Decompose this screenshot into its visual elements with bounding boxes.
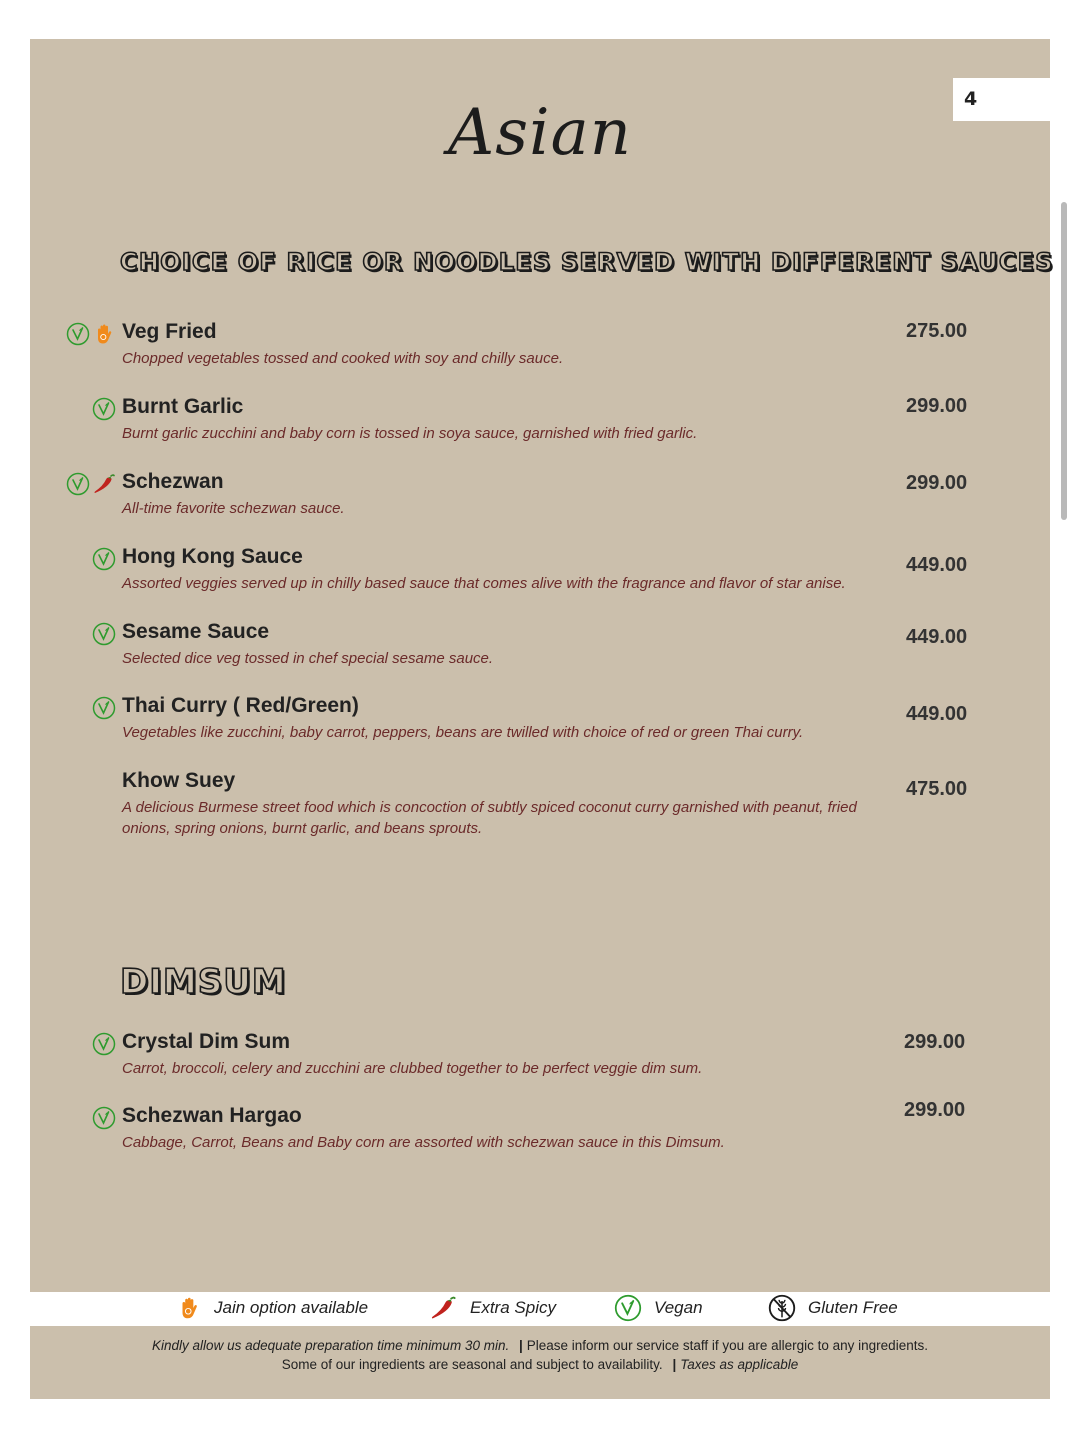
item-icons [66,322,116,346]
item-name: Sesame Sauce [122,620,270,643]
item-icons [92,622,116,646]
item-description: Vegetables like zucchini, baby carrot, peppers, beans are twilled with choice of red or green Thai curry. [122,724,804,741]
menu-item-schezwan-hargao [122,1104,1022,1153]
vegan-icon [66,472,90,496]
item-name: Hong Kong Sauce [122,545,303,568]
menu-item-hong-kong-sauce [122,545,1022,594]
item-name: Thai Curry ( Red/Green) [122,694,359,717]
item-icons [66,472,116,496]
vegan-icon [66,322,90,346]
vegan-icon [614,1294,642,1322]
footer-separator: | [518,1338,523,1353]
section-heading-rice-noodles: CHOICE OF RICE OR NOODLES SERVED WITH DIFFERENT SAUCES [120,248,1054,276]
footer-prep-time: Kindly allow us adequate preparation time minimum 30 min. [152,1338,510,1353]
menu-item-crystal-dim-sum [122,1030,1022,1079]
menu-item-burnt-garlic [122,395,1022,444]
item-name: Schezwan [122,470,224,493]
item-price: 475.00 [906,778,968,800]
item-description: Selected dice veg tossed in chef special sesame sauce. [122,650,494,667]
item-description: Assorted veggies served up in chilly based sauce that comes alive with the fragrance and flavor of star anise. [122,575,846,592]
footer-line-2 [30,1355,1050,1374]
item-price: 299.00 [904,1099,966,1121]
page-number: 4 [953,78,1050,121]
menu-item-veg-fried [122,320,1022,369]
item-description: All-time favorite schezwan sauce. [122,500,345,517]
vegan-icon [92,397,116,421]
chili-icon [428,1294,458,1322]
vegan-icon [92,622,116,646]
legend-label: Extra Spicy [470,1298,556,1317]
item-name: Veg Fried [122,320,217,343]
footer-seasonal-note: Some of our ingredients are seasonal and subject to availability. [281,1357,663,1372]
legend-jain [176,1294,368,1322]
item-icons [92,1106,116,1130]
footer-line-1 [30,1336,1050,1355]
chili-icon [92,472,116,496]
section-heading-dimsum: DIMSUM [120,962,287,1002]
item-price: 299.00 [906,472,968,494]
item-icons [92,397,116,421]
vegan-icon [92,1106,116,1130]
jain-icon [176,1294,202,1322]
item-description: Carrot, broccoli, celery and zucchini are clubbed together to be perfect veggie dim sum. [122,1060,703,1077]
item-icons [92,1032,116,1056]
legend-label: Jain option available [214,1298,369,1317]
legend-vegan [614,1294,703,1322]
gluten-free-icon [768,1294,796,1322]
item-icons [92,696,116,720]
item-price: 449.00 [906,703,968,725]
vegan-icon [92,696,116,720]
menu-item-khow-suey [122,769,1022,839]
legend-label: Vegan [654,1298,703,1317]
legend-label: Gluten Free [808,1298,898,1317]
item-name: Burnt Garlic [122,395,244,418]
legend-bar [30,1292,1050,1326]
item-name: Khow Suey [122,769,236,792]
item-name: Schezwan Hargao [122,1104,302,1127]
menu-item-thai-curry-red-green [122,694,1022,743]
legend-extra-spicy [428,1294,556,1322]
vegan-icon [92,547,116,571]
item-price: 299.00 [906,395,968,417]
item-icons [92,547,116,571]
footer-taxes-note: Taxes as applicable [680,1357,799,1372]
footer-allergy-note: Please inform our service staff if you are allergic to any ingredients. [526,1338,928,1353]
item-price: 449.00 [906,626,968,648]
jain-icon [92,322,116,346]
vegan-icon [92,1032,116,1056]
item-description: A delicious Burmese street food which is concoction of subtly spiced coconut curry garnished with peanut, fried onions, spring onions, burnt garlic, and beans sprouts. [122,799,857,837]
item-price: 299.00 [904,1031,966,1053]
item-name: Crystal Dim Sum [122,1030,291,1053]
item-description: Chopped vegetables tossed and cooked with soy and chilly sauce. [122,350,564,367]
item-price: 449.00 [906,554,968,576]
page-title: Asian [448,96,632,170]
menu-item-sesame-sauce [122,620,1022,669]
item-description: Burnt garlic zucchini and baby corn is tossed in soya sauce, garnished with fried garlic. [122,425,698,442]
footer-separator: | [672,1357,677,1372]
legend-gluten-free [768,1294,898,1322]
menu-item-schezwan [122,470,1022,519]
scrollbar[interactable] [1061,202,1067,520]
item-description: Cabbage, Carrot, Beans and Baby corn are assorted with schezwan sauce in this Dimsum. [122,1134,725,1151]
item-price: 275.00 [906,320,968,342]
footer-note [30,1336,1050,1374]
